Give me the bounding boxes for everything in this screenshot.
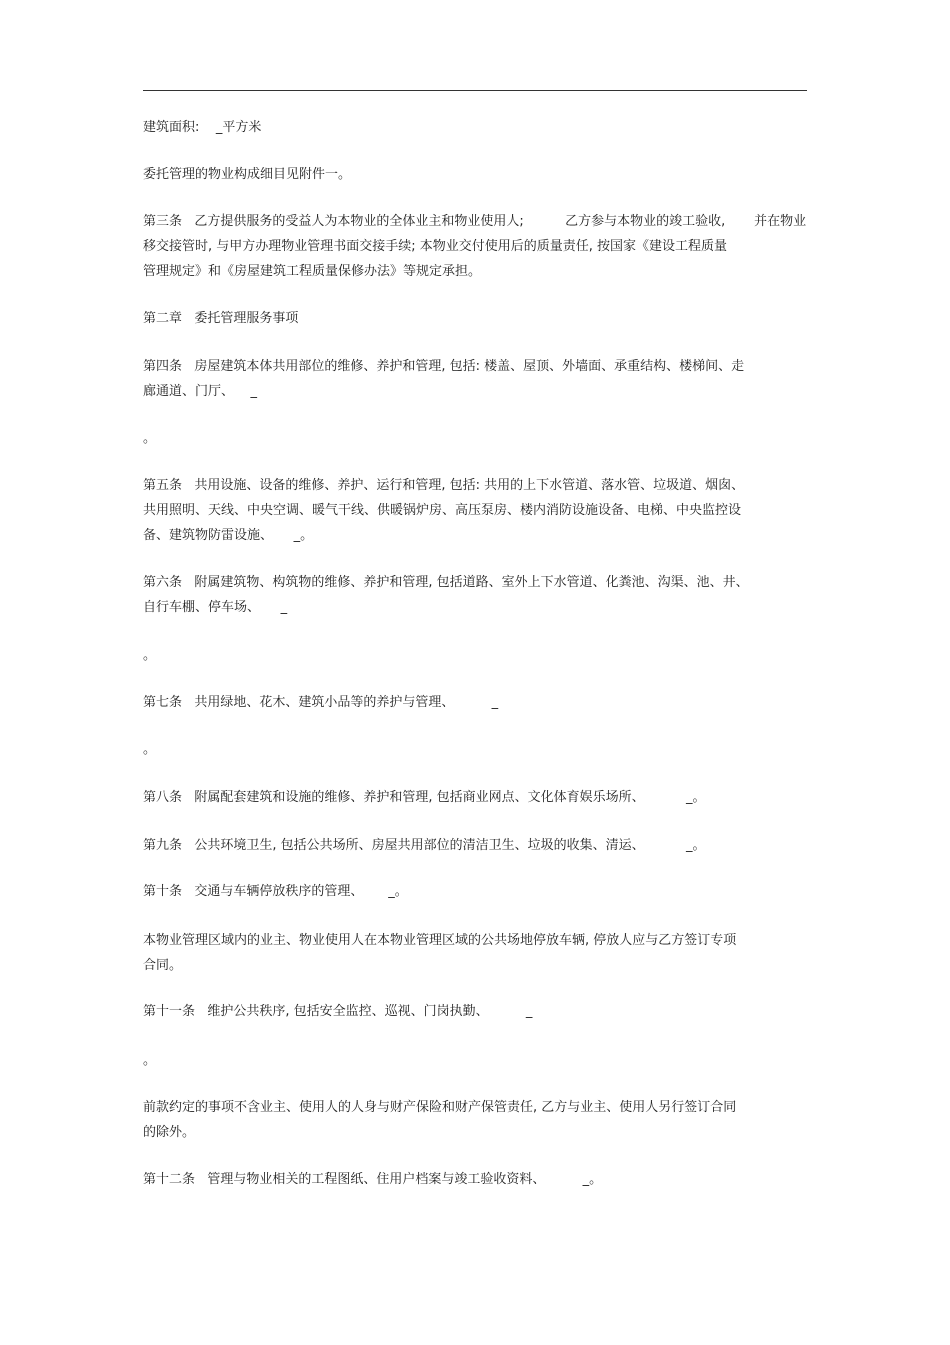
text-line: 合同。 [143,958,183,973]
text-line: 的除外。 [143,1125,196,1140]
text-line: 前款约定的事项不含业主、使用人的人身与财产保险和财产保管责任, 乙方与业主、使用人另行签订合同 [143,1100,737,1115]
text-line: 第十条 交通与车辆停放秩序的管理、 _。 [143,884,408,899]
text-line: 廊通道、门厅、 _ [143,384,258,399]
text-line: 管理规定》和《房屋建筑工程质量保修办法》等规定承担。 [143,264,482,279]
text-line: 。 [143,648,157,663]
text-line: 。 [143,431,157,446]
text-line: 本物业管理区域内的业主、物业使用人在本物业管理区域的公共场地停放车辆, 停放人应与乙方签订专项 [143,933,737,948]
text-line: 第十一条 维护公共秩序, 包括安全监控、巡视、门岗执勤、 _ [143,1004,533,1019]
text-line: 第五条 共用设施、设备的维修、养护、运行和管理, 包括: 共用的上下水管道、落水管、垃圾道、烟囱、 [143,478,745,493]
text-line: 第七条 共用绿地、花木、建筑小品等的养护与管理、 _ [143,695,499,710]
header-rule [143,90,807,91]
text-line: 建筑面积: _平方米 [143,120,262,135]
text-line: 自行车棚、停车场、 _ [143,600,288,615]
text-line: 第三条 乙方提供服务的受益人为本物业的全体业主和物业使用人; 乙方参与本物业的竣工验收, 并在物业 [143,214,807,229]
text-line: 移交接管时, 与甲方办理物业管理书面交接手续; 本物业交付使用后的质量责任, 按国家《建设工程质量 [143,239,728,254]
text-line: 第四条 房屋建筑本体共用部位的维修、养护和管理, 包括: 楼盖、屋顶、外墙面、承重结构、楼梯间、走 [143,359,745,374]
text-line: 第九条 公共环境卫生, 包括公共场所、房屋共用部位的清洁卫生、垃圾的收集、清运、 _。 [143,838,706,853]
text-line: 第十二条 管理与物业相关的工程图纸、住用户档案与竣工验收资料、 _。 [143,1172,603,1187]
text-line: 委托管理的物业构成细目见附件一。 [143,167,352,182]
text-line: 第六条 附属建筑物、构筑物的维修、养护和管理, 包括道路、室外上下水管道、化粪池、沟渠、池、井、 [143,575,749,590]
text-line: 。 [143,1053,157,1068]
text-line: 备、建筑物防雷设施、 _。 [143,528,314,543]
text-line: 第八条 附属配套建筑和设施的维修、养护和管理, 包括商业网点、文化体育娱乐场所、 _。 [143,790,706,805]
text-line: 。 [143,742,157,757]
chapter-heading: 第二章 委托管理服务事项 [143,311,299,326]
text-line: 共用照明、天线、中央空调、暖气干线、供暖锅炉房、高压泵房、楼内消防设施设备、电梯、中央监控设 [143,503,742,518]
